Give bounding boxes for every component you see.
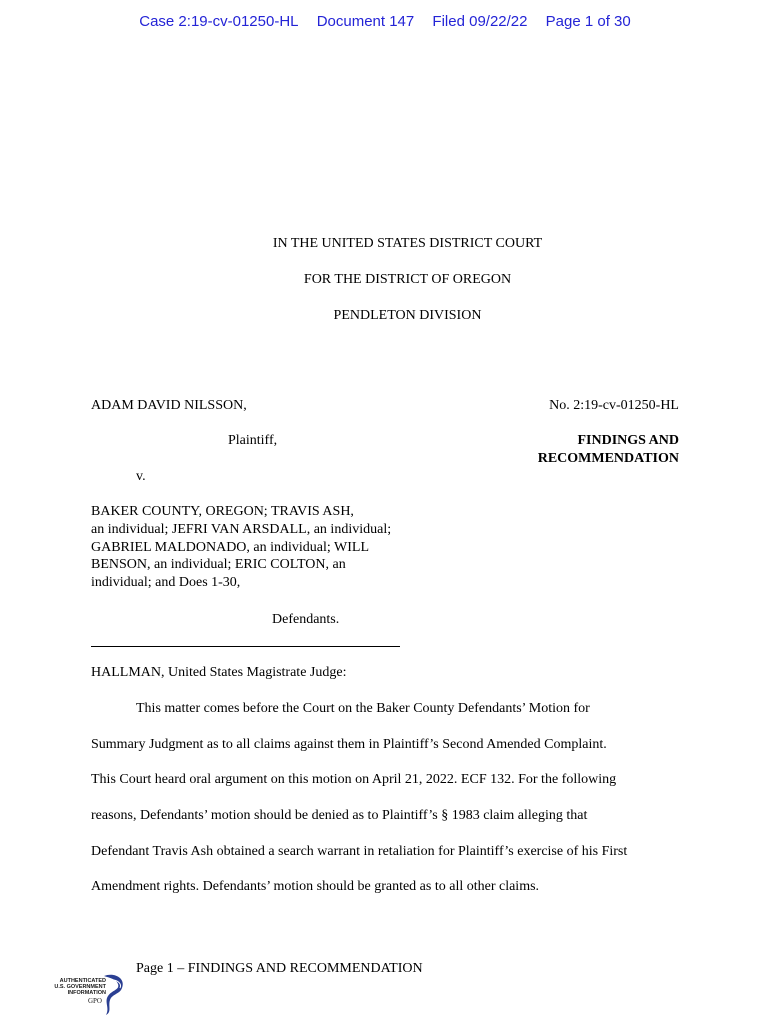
gpo-seal-line3: INFORMATION [67,990,106,996]
body-line-4: reasons, Defendants’ motion should be denied as to Plaintiff’s § 1983 claim alleging that [91,808,588,823]
caption-divider [91,646,400,647]
court-heading-line1: IN THE UNITED STATES DISTRICT COURT [272,236,543,251]
ecf-header [0,13,770,30]
gpo-seal [44,970,128,1016]
defendants-line-4: BENSON, an individual; ERIC COLTON, an [91,557,346,572]
versus: v. [136,469,146,484]
defendants-role: Defendants. [272,612,340,627]
body-line-5: Defendant Travis Ash obtained a search warrant in retaliation for Plaintiff’s exercise of his First [91,844,628,859]
gpo-seal-line2: U.S. GOVERNMENT [54,984,106,990]
judge-line: HALLMAN, United States Magistrate Judge: [91,665,347,680]
body-line-3: This Court heard oral argument on this motion on April 21, 2022. ECF 132. For the following [91,772,617,787]
court-heading-line2: FOR THE DISTRICT OF OREGON [303,272,512,287]
court-heading-line3: PENDLETON DIVISION [333,308,482,323]
ecf-case-number: Case 2:19-cv-01250-HL [139,13,299,30]
defendants-line-2: an individual; JEFRI VAN ARSDALL, an individual; [91,522,392,537]
plaintiff-role: Plaintiff, [228,433,278,448]
ecf-document-number: Document 147 [316,13,415,30]
body-line-2: Summary Judgment as to all claims against them in Plaintiff’s Second Amended Complaint. [91,737,607,752]
gpo-seal-line1: AUTHENTICATED [59,978,106,984]
plaintiff-name: ADAM DAVID NILSSON, [91,398,247,413]
defendants-line-1: BAKER COUNTY, OREGON; TRAVIS ASH, [91,504,354,519]
defendants-line-3: GABRIEL MALDONADO, an individual; WILL [91,540,370,555]
case-number: No. 2:19-cv-01250-HL [549,398,679,413]
gpo-seal-mark: GPO [87,997,102,1005]
document-title-line2: RECOMMENDATION [537,451,679,466]
body-line-6: Amendment rights. Defendants’ motion should be granted as to all other claims. [91,879,540,894]
page-footer: Page 1 – FINDINGS AND RECOMMENDATION [136,961,423,976]
ecf-filed-date: Filed 09/22/22 [432,13,528,30]
document-title-line1: FINDINGS AND [577,433,679,448]
ecf-page-count: Page 1 of 30 [545,13,631,30]
body-line-1: This matter comes before the Court on the Baker County Defendants’ Motion for [136,701,590,716]
defendants-line-5: individual; and Does 1-30, [91,575,241,590]
eagle-icon [100,972,128,1016]
